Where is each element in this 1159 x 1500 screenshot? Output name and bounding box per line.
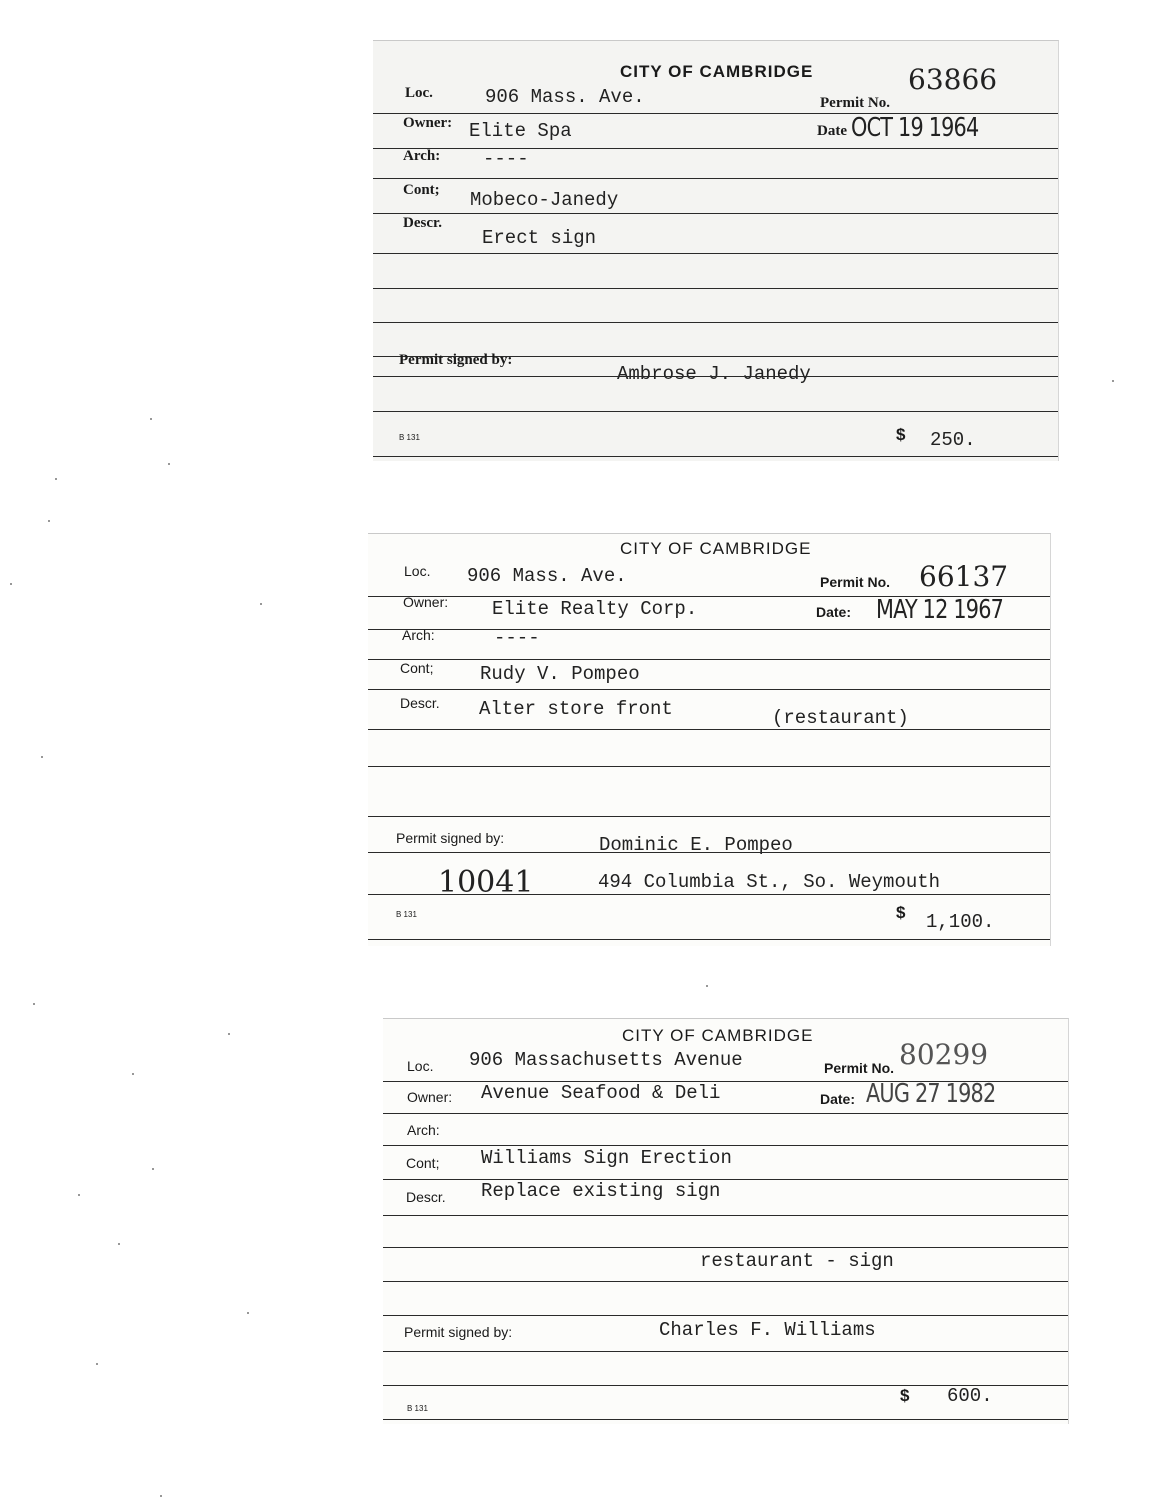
cont-label: Cont;	[406, 1155, 440, 1171]
currency-symbol: $	[900, 1386, 910, 1405]
form-line	[373, 456, 1058, 457]
date-label: Date:	[816, 604, 852, 620]
permit-signed-label: Permit signed by:	[399, 352, 513, 368]
scan-speck	[41, 756, 43, 758]
permit-card-1	[373, 40, 1059, 461]
date-label: Date:	[820, 1091, 856, 1107]
arch-label: Arch:	[403, 148, 441, 164]
form-line	[383, 1281, 1068, 1282]
permit-signed-label: Permit signed by:	[396, 830, 505, 846]
owner-label: Owner:	[407, 1089, 453, 1105]
form-line	[373, 213, 1058, 214]
date-stamp: MAY 12 1967	[876, 595, 1004, 625]
currency-symbol: $	[896, 425, 906, 444]
form-line	[368, 766, 1050, 767]
signed-by-value: Ambrose J. Janedy	[617, 363, 811, 385]
owner-value: Elite Spa	[469, 120, 572, 142]
card-title: CITY OF CAMBRIDGE	[620, 62, 814, 81]
scan-speck	[96, 1363, 98, 1365]
scan-speck	[706, 985, 708, 987]
scan-speck	[48, 520, 50, 522]
scan-speck	[260, 603, 262, 605]
loc-value: 906 Mass. Ave.	[467, 565, 627, 587]
permit-number: 80299	[899, 1038, 989, 1071]
card-title: CITY OF CAMBRIDGE	[622, 1026, 814, 1045]
scan-speck	[168, 463, 170, 465]
permit-number: 66137	[919, 560, 1009, 593]
cont-label: Cont;	[403, 182, 440, 198]
date-stamp: AUG 27 1982	[866, 1079, 996, 1109]
cont-value: Mobeco-Janedy	[470, 189, 619, 211]
permit-no-label: Permit No.	[820, 574, 891, 590]
owner-label: Owner:	[403, 594, 449, 610]
date-stamp: OCT 19 1964	[851, 113, 979, 143]
descr-value: Alter store front	[479, 698, 673, 720]
permit-card-2	[368, 533, 1051, 946]
owner-value: Elite Realty Corp.	[492, 598, 698, 620]
form-line	[383, 1145, 1068, 1146]
form-line	[383, 1215, 1068, 1216]
scan-speck	[132, 1073, 134, 1075]
fee-amount: 1,100.	[926, 911, 995, 933]
scan-speck	[152, 1168, 154, 1170]
descr-value: Replace existing sign	[481, 1180, 721, 1202]
form-line	[373, 253, 1058, 254]
signed-by-value: Dominic E. Pompeo	[599, 834, 793, 856]
cont-value: Williams Sign Erection	[481, 1147, 732, 1169]
permit-number: 63866	[908, 63, 998, 96]
permit-card-3	[383, 1018, 1069, 1424]
arch-value: ----	[483, 148, 529, 170]
descr-extra: (restaurant)	[772, 707, 909, 729]
descr-label: Descr.	[406, 1189, 446, 1205]
owner-label: Owner:	[403, 115, 453, 131]
permit-no-label: Permit No.	[824, 1060, 895, 1076]
fee-amount: 250.	[930, 429, 976, 451]
form-line	[368, 629, 1050, 630]
scan-speck	[33, 1003, 35, 1005]
form-line	[383, 1247, 1068, 1248]
form-number: B 131	[407, 1404, 428, 1413]
form-line	[383, 1113, 1068, 1114]
form-line	[373, 322, 1058, 323]
scan-speck	[160, 1495, 162, 1497]
form-line	[368, 689, 1050, 690]
permit-no-label: Permit No.	[820, 95, 890, 111]
form-number: B 131	[396, 910, 417, 919]
cont-label: Cont;	[400, 660, 434, 676]
form-line	[383, 1315, 1068, 1316]
scan-speck	[228, 1033, 230, 1035]
form-line	[368, 939, 1050, 940]
form-line	[383, 1351, 1068, 1352]
loc-value: 906 Massachusetts Avenue	[469, 1049, 743, 1071]
signer-address: 494 Columbia St., So. Weymouth	[598, 871, 941, 893]
form-line	[368, 729, 1050, 730]
owner-value: Avenue Seafood & Deli	[481, 1082, 721, 1104]
loc-label: Loc.	[405, 85, 433, 101]
loc-label: Loc.	[404, 563, 431, 579]
fee-amount: 600.	[947, 1385, 993, 1407]
form-line	[373, 178, 1058, 179]
descr-line-2: restaurant - sign	[700, 1250, 894, 1272]
arch-value: ----	[494, 627, 540, 649]
form-line	[368, 852, 1050, 853]
arch-label: Arch:	[402, 627, 435, 643]
scan-speck	[55, 478, 57, 480]
permit-signed-label: Permit signed by:	[404, 1324, 513, 1340]
form-line	[368, 894, 1050, 895]
scan-speck	[1112, 380, 1114, 382]
scan-speck	[78, 1194, 80, 1196]
form-line	[368, 659, 1050, 660]
arch-label: Arch:	[407, 1122, 440, 1138]
form-line	[373, 376, 1058, 377]
form-number: B 131	[399, 433, 420, 442]
descr-label: Descr.	[400, 695, 440, 711]
scan-speck	[150, 418, 152, 420]
form-line	[373, 411, 1058, 412]
date-label: Date	[817, 123, 847, 139]
descr-value: Erect sign	[482, 227, 597, 249]
scan-speck	[118, 1243, 120, 1245]
signed-by-value: Charles F. Williams	[659, 1319, 876, 1341]
currency-symbol: $	[896, 903, 906, 922]
cont-value: Rudy V. Pompeo	[480, 663, 640, 685]
form-line	[383, 1419, 1068, 1420]
license-number: 10041	[438, 865, 534, 900]
form-line	[373, 148, 1058, 149]
scan-speck	[247, 1312, 249, 1314]
card-title: CITY OF CAMBRIDGE	[620, 539, 812, 558]
form-line	[368, 816, 1050, 817]
scan-speck	[10, 583, 12, 585]
form-line	[373, 288, 1058, 289]
descr-label: Descr.	[403, 215, 443, 231]
loc-label: Loc.	[407, 1058, 434, 1074]
loc-value: 906 Mass. Ave.	[485, 86, 645, 108]
